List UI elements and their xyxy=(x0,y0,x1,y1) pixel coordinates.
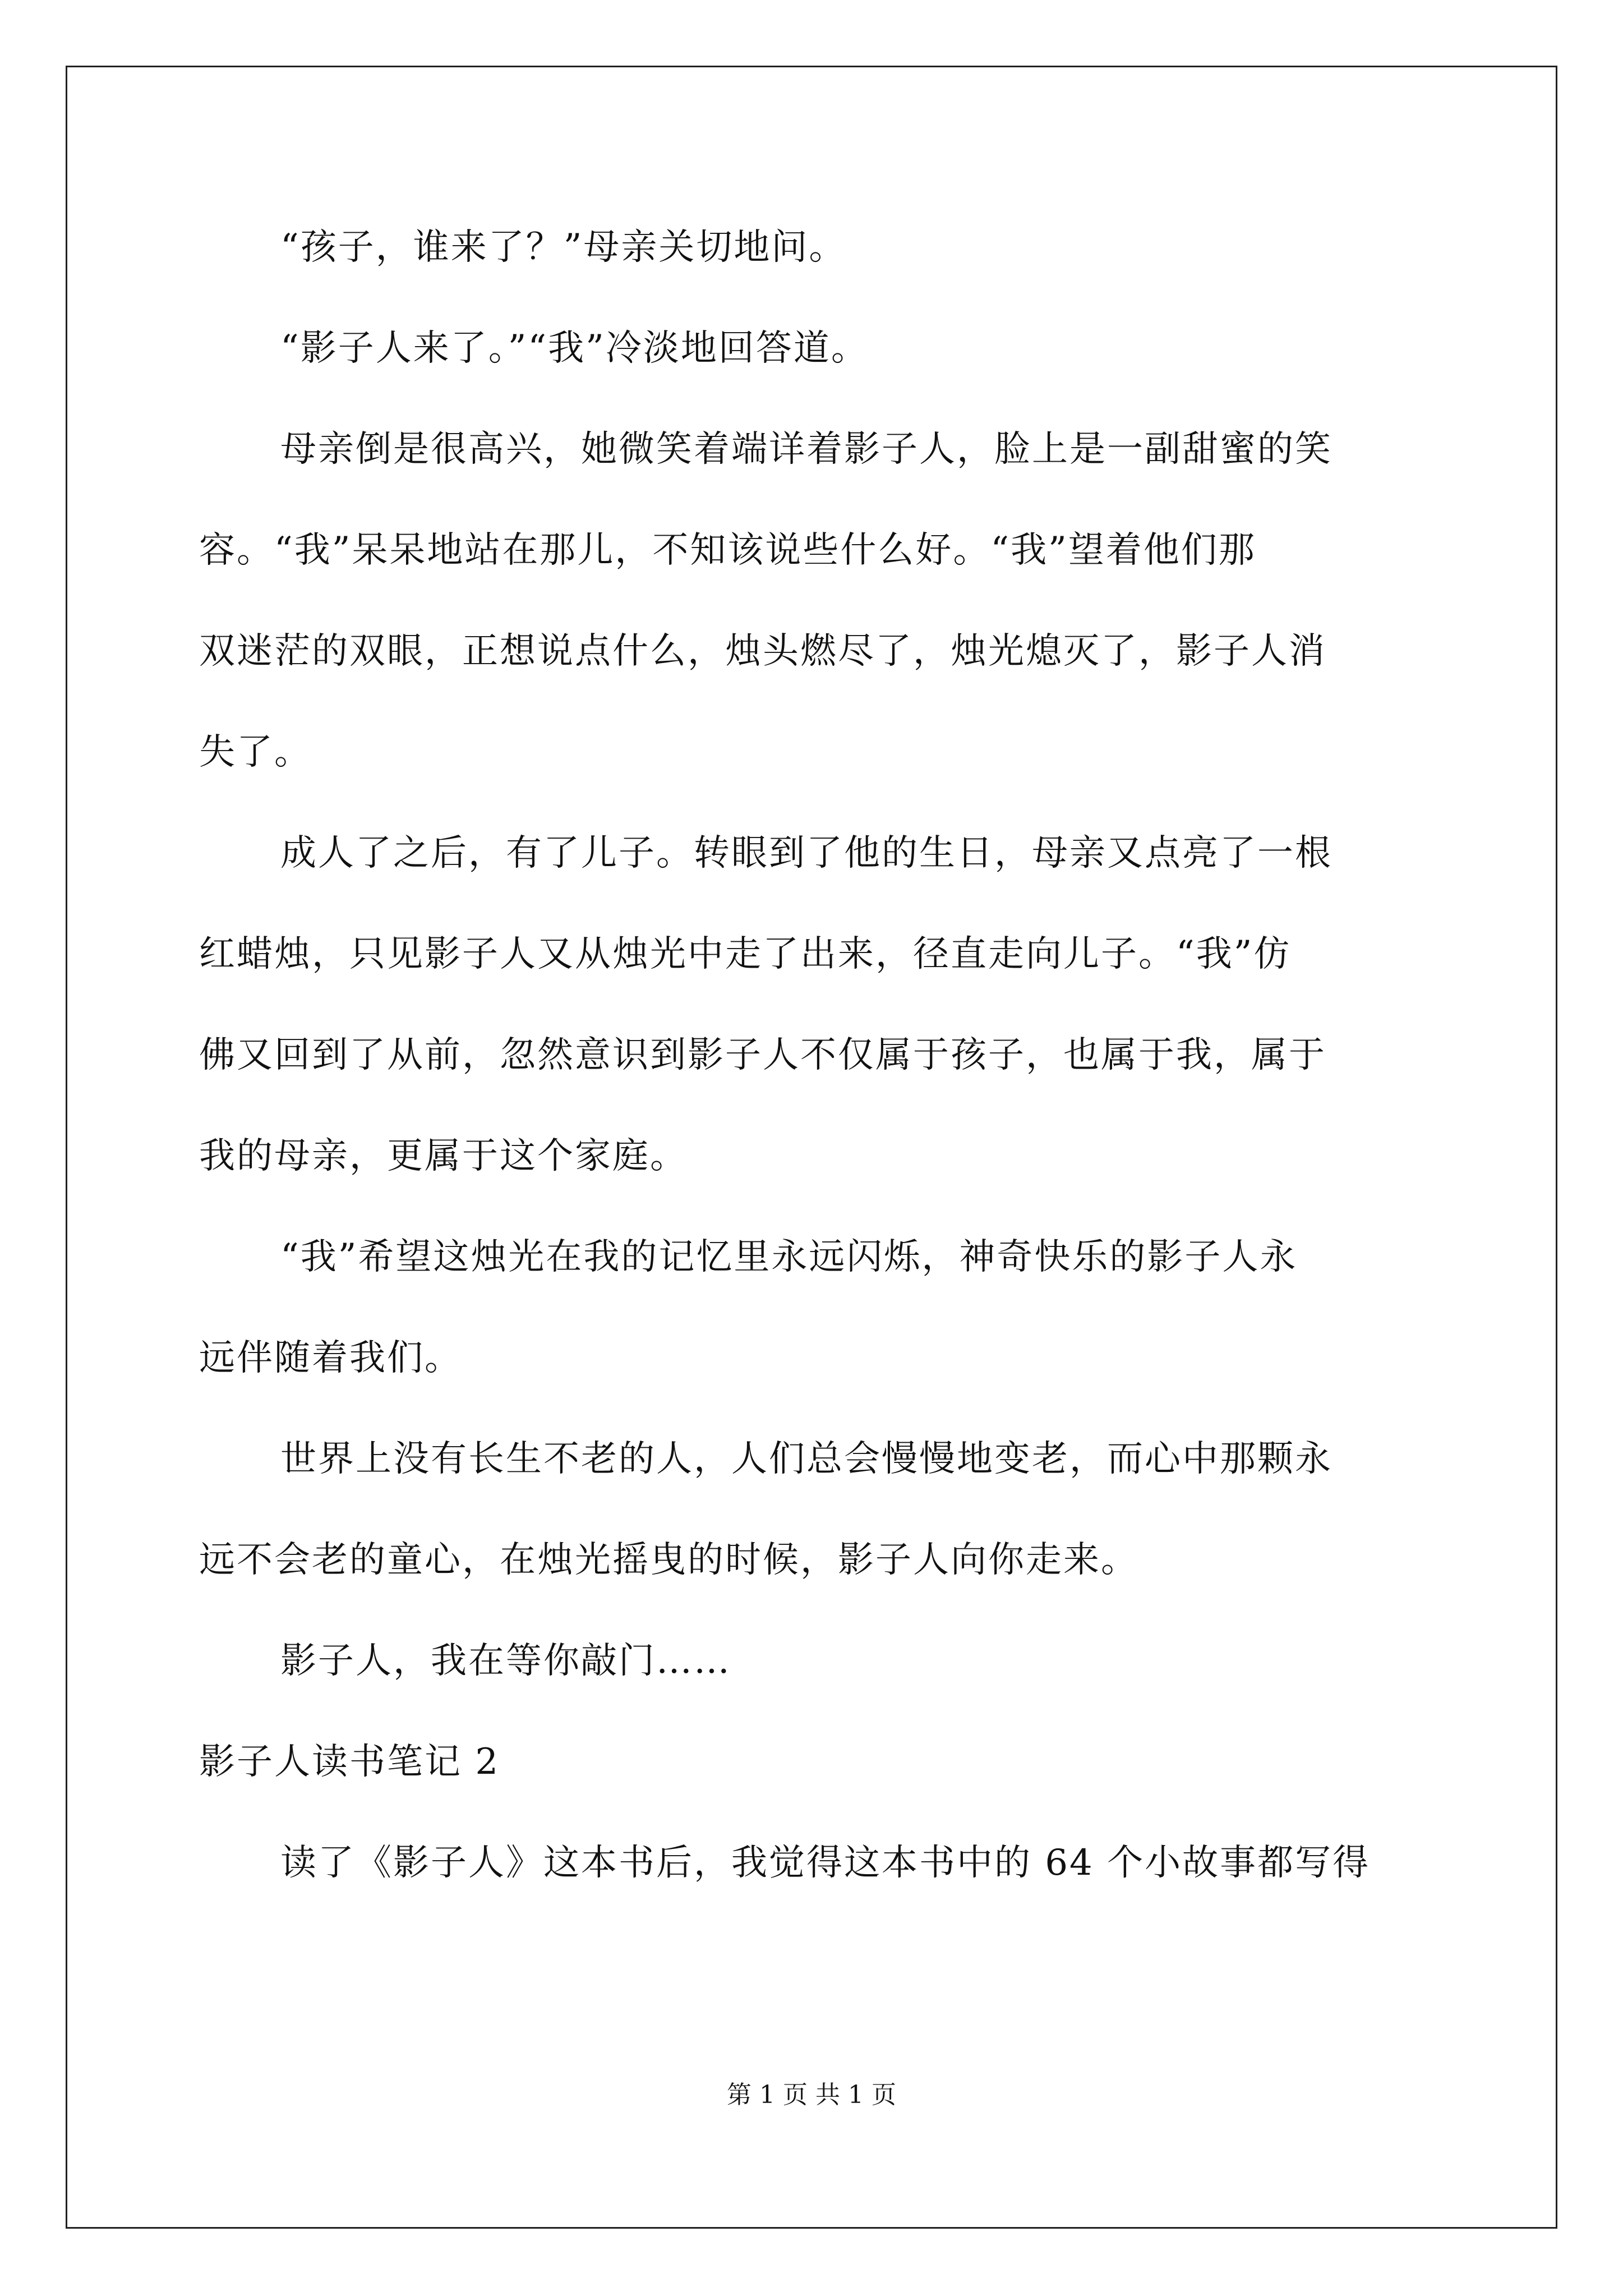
paragraph-line: “影子人来了。”“我”冷淡地回答道。 xyxy=(280,328,869,369)
paragraph-line: 双迷茫的双眼，正想说点什么，烛头燃尽了，烛光熄灭了，影子人消 xyxy=(199,631,1326,672)
paragraph-line: 世界上没有长生不老的人，人们总会慢慢地变老，而心中那颗永 xyxy=(280,1438,1332,1480)
paragraph-line: “我”希望这烛光在我的记忆里永远闪烁，神奇快乐的影子人永 xyxy=(280,1236,1298,1278)
paragraph-line: 远伴随着我们。 xyxy=(199,1337,462,1379)
paragraph-line: 失了。 xyxy=(199,731,312,773)
paragraph-line: 成人了之后，有了儿子。转眼到了他的生日，母亲又点亮了一根 xyxy=(280,832,1332,874)
paragraph-line: 佛又回到了从前，忽然意识到影子人不仅属于孩子，也属于我，属于 xyxy=(199,1034,1326,1076)
paragraph-line: 母亲倒是很高兴，她微笑着端详着影子人，脸上是一副甜蜜的笑 xyxy=(280,429,1332,470)
paragraph-line: 读了《影子人》这本书后，我觉得这本书中的 64 个小故事都写得 xyxy=(280,1842,1371,1884)
paragraph-line: 影子人，我在等你敲门…… xyxy=(280,1640,731,1682)
paragraph-line: 红蜡烛，只见影子人又从烛光中走了出来，径直走向儿子。“我”仿 xyxy=(199,933,1292,975)
section-heading: 影子人读书笔记 2 xyxy=(199,1741,500,1783)
paragraph-line: “孩子，谁来了？”母亲关切地问。 xyxy=(280,227,847,268)
paragraph-line: 远不会老的童心，在烛光摇曳的时候，影子人向你走来。 xyxy=(199,1539,1138,1581)
paragraph-line: 我的母亲，更属于这个家庭。 xyxy=(199,1135,688,1177)
paragraph-line: 容。“我”呆呆地站在那儿，不知该说些什么好。“我”望着他们那 xyxy=(199,530,1256,571)
page-footer: 第 1 页 共 1 页 xyxy=(727,2081,896,2109)
